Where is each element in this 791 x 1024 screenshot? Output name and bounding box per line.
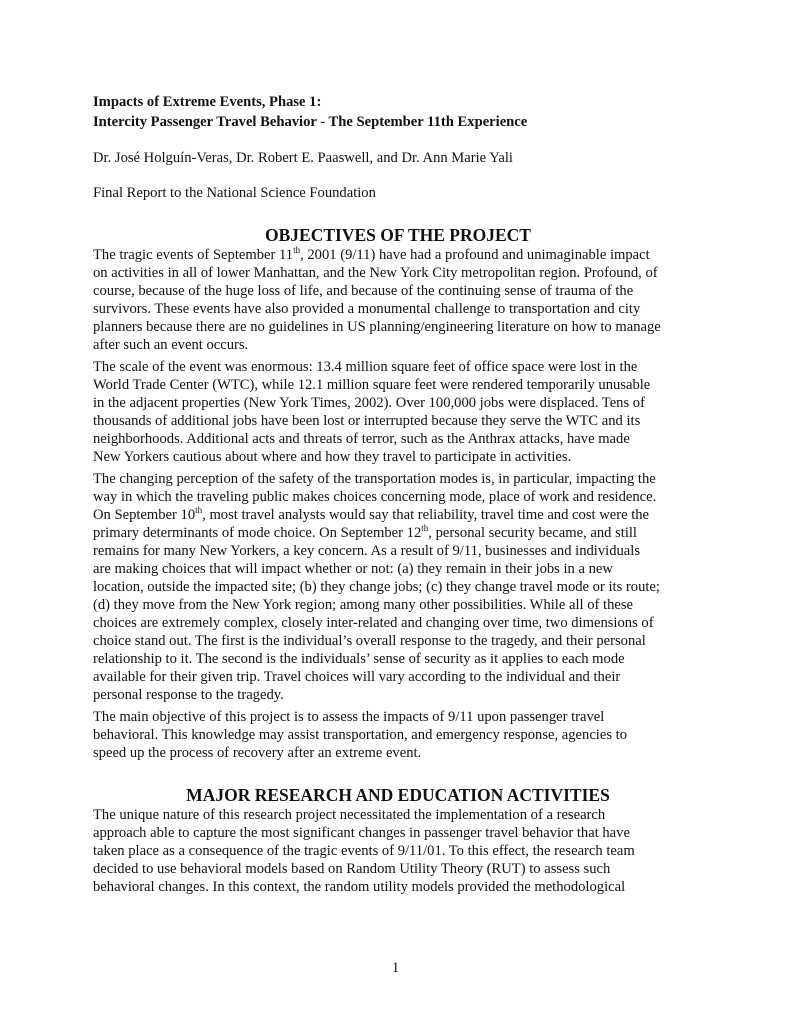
text-line [93,806,713,824]
text-line [93,560,713,578]
text-line [93,430,713,448]
text-segment: choice stand out. The first is the individual’s overall response to the tragedy, and their personal [93,633,646,649]
text-segment: survivors. These events have also provided a monumental challenge to transportation and city [93,301,641,317]
text-segment: available for their given trip. Travel choices will vary according to the individual and their [93,669,621,685]
paragraph [93,358,713,466]
paragraph [93,806,713,896]
text-line [93,448,713,466]
text-line [93,506,713,524]
text-line [93,860,713,878]
text-line [93,668,713,686]
text-line [93,336,713,354]
text-segment: in the adjacent properties (New York Times, 2002). Over 100,000 jobs were displaced. Tens of [93,395,645,411]
ordinal-superscript: th [421,523,429,533]
text-line [93,470,713,488]
text-segment: , personal security became, and still [428,525,637,541]
text-segment: remains for many New Yorkers, a key concern. As a result of 9/11, businesses and individuals [93,543,641,559]
text-segment: personal response to the tragedy. [93,687,284,703]
text-segment: taken place as a consequence of the tragic events of 9/11/01. To this effect, the research team [93,843,635,859]
text-segment: location, outside the impacted site; (b) they change jobs; (c) they change travel mode or its route; [93,579,660,595]
text-segment: , most travel analysts would say that reliability, travel time and cost were the [202,507,650,523]
text-line [93,488,713,506]
section-objectives-body [93,246,713,762]
text-line [93,726,713,744]
paragraph [93,470,713,704]
text-segment: The scale of the event was enormous: 13.4 million square feet of office space were lost in the [93,359,638,375]
text-segment: thousands of additional jobs have been lost or interrupted because they serve the WTC and its [93,413,641,429]
section-heading-major-research: MAJOR RESEARCH AND EDUCATION ACTIVITIES [186,785,610,805]
text-segment: World Trade Center (WTC), while 12.1 million square feet were rendered temporarily unusable [93,377,651,393]
text-segment: on activities in all of lower Manhattan, and the New York City metropolitan region. Profound, of [93,265,658,281]
text-segment: (d) they move from the New York region; among many other possibilities. While all of these [93,597,634,613]
document-page [93,92,713,896]
text-segment: , 2001 (9/11) have had a profound and unimaginable impact [300,247,650,263]
text-segment: New Yorkers cautious about where and how they travel to participate in activities. [93,449,572,465]
text-line [93,878,713,896]
document-title-line-1: Impacts of Extreme Events, Phase 1: [93,94,322,110]
text-line [93,246,713,264]
text-segment: course, because of the huge loss of life, and because of the continuing sense of trauma of the [93,283,634,299]
text-segment: relationship to it. The second is the individuals’ sense of security as it applies to each mode [93,651,625,667]
text-segment: are making choices that will impact whether or not: (a) they remain in their jobs in a new [93,561,613,577]
text-segment: primary determinants of mode choice. On September 12 [93,525,422,541]
text-line [93,376,713,394]
text-line [93,542,713,560]
text-line [93,744,713,762]
page-number: 1 [391,960,400,976]
text-segment: speed up the process of recovery after an extreme event. [93,745,422,761]
text-line [93,412,713,430]
text-line [93,394,713,412]
text-line [93,282,713,300]
text-segment: neighborhoods. Additional acts and threats of terror, such as the Anthrax attacks, have made [93,431,630,447]
text-segment: On September 10 [93,507,196,523]
text-segment: planners because there are no guidelines in US planning/engineering literature on how to manage [93,319,661,335]
text-line [93,264,713,282]
text-line [93,824,713,842]
text-segment: approach able to capture the most significant changes in passenger travel behavior that have [93,825,630,841]
text-segment: The unique nature of this research project necessitated the implementation of a research [93,807,606,823]
ordinal-superscript: th [293,245,301,255]
text-segment: behavioral changes. In this context, the random utility models provided the methodological [93,879,626,895]
ordinal-superscript: th [195,505,203,515]
paragraph [93,246,713,354]
text-segment: behavioral. This knowledge may assist transportation, and emergency response, agencies to [93,727,628,743]
text-line [93,650,713,668]
text-line [93,596,713,614]
text-segment: The main objective of this project is to assess the impacts of 9/11 upon passenger travel [93,709,605,725]
text-line [93,578,713,596]
text-segment: The tragic events of September 11 [93,247,294,263]
text-segment: after such an event occurs. [93,337,249,353]
text-line [93,318,713,336]
text-line [93,632,713,650]
text-segment: The changing perception of the safety of the transportation modes is, in particular, impacting the [93,471,656,487]
text-segment: way in which the traveling public makes choices concerning mode, place of work and residence. [93,489,657,505]
section-major-research-body [93,806,713,896]
text-line [93,358,713,376]
paragraph [93,708,713,762]
text-line [93,708,713,726]
text-line [93,842,713,860]
text-segment: choices are extremely complex, closely inter-related and changing over time, two dimensions of [93,615,654,631]
report-subtitle: Final Report to the National Science Foundation [93,185,376,201]
section-heading-objectives: OBJECTIVES OF THE PROJECT [265,225,531,245]
text-line [93,614,713,632]
authors: Dr. José Holguín-Veras, Dr. Robert E. Paaswell, and Dr. Ann Marie Yali [93,150,513,166]
text-line [93,524,713,542]
text-segment: decided to use behavioral models based on Random Utility Theory (RUT) to assess such [93,861,611,877]
document-title-line-2: Intercity Passenger Travel Behavior - The September 11th Experience [93,114,528,130]
text-line [93,686,713,704]
text-line [93,300,713,318]
